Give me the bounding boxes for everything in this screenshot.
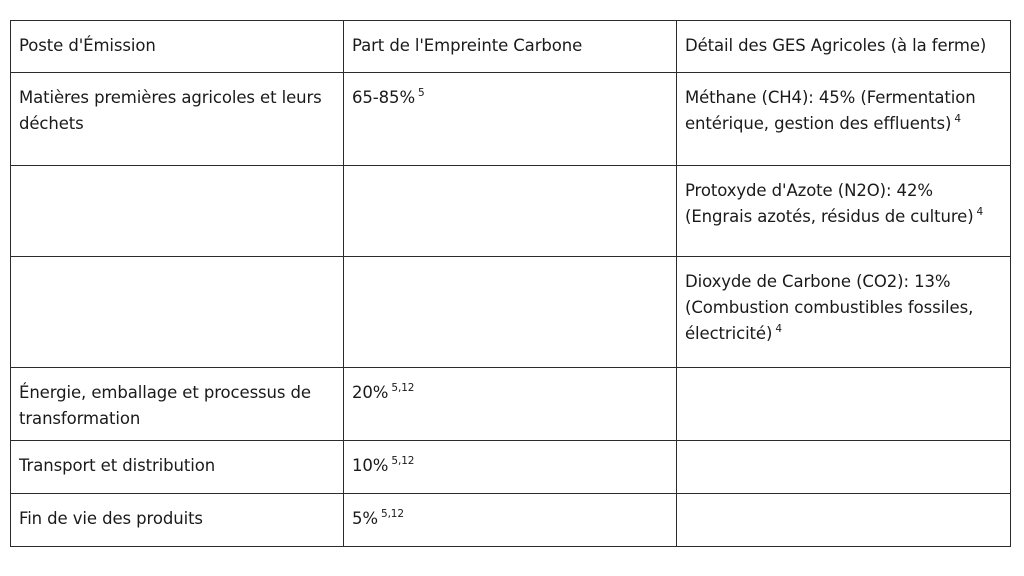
header-row: [11, 21, 1011, 73]
header-label: Part de l'Empreinte Carbone: [352, 36, 583, 55]
cell-detail: [677, 441, 1011, 494]
cell-share: [344, 368, 677, 441]
cell-text: 65-85%: [352, 88, 416, 107]
reference-number: 5: [418, 87, 425, 99]
reference-number: 4: [954, 113, 961, 125]
table-row: [11, 73, 1011, 166]
cell-emission-post: [11, 368, 344, 441]
cell-share: [344, 441, 677, 494]
table-row: [11, 257, 1011, 368]
cell-detail: [677, 257, 1011, 368]
cell-detail: [677, 494, 1011, 547]
header-label: Détail des GES Agricoles (à la ferme): [685, 36, 987, 55]
cell-share: [344, 166, 677, 257]
reference-number: 5,12: [380, 508, 404, 520]
cell-emission-post: [11, 73, 344, 166]
emissions-table: [10, 20, 1011, 547]
cell-text: 10%: [352, 456, 389, 475]
cell-text: 20%: [352, 383, 389, 402]
table-row: [11, 368, 1011, 441]
header-label: Poste d'Émission: [19, 36, 156, 55]
cell-share: [344, 494, 677, 547]
reference-number: 5,12: [391, 455, 415, 467]
reference-number: 4: [775, 323, 782, 335]
reference-number: 5,12: [391, 382, 415, 394]
table-row: [11, 494, 1011, 547]
cell-emission-post: [11, 257, 344, 368]
table-row: [11, 441, 1011, 494]
cell-text: Protoxyde d'Azote (N2O): 42% (Engrais azotés, résidus de culture): [685, 181, 974, 226]
header-cell-detail: [677, 21, 1011, 73]
cell-text: Fin de vie des produits: [19, 509, 203, 528]
header-cell-emission-post: [11, 21, 344, 73]
cell-text: Dioxyde de Carbone (CO2): 13% (Combustion combustibles fossiles, électricité): [685, 272, 974, 343]
cell-share: [344, 257, 677, 368]
cell-emission-post: [11, 494, 344, 547]
cell-emission-post: [11, 166, 344, 257]
cell-text: Matières premières agricoles et leurs déchets: [19, 88, 322, 133]
cell-emission-post: [11, 441, 344, 494]
cell-text: Énergie, emballage et processus de transformation: [19, 383, 311, 428]
cell-share: [344, 73, 677, 166]
cell-text: Méthane (CH4): 45% (Fermentation entérique, gestion des effluents): [685, 88, 976, 133]
cell-detail: [677, 73, 1011, 166]
cell-text: Transport et distribution: [19, 456, 216, 475]
cell-detail: [677, 166, 1011, 257]
header-cell-share: [344, 21, 677, 73]
table-row: [11, 166, 1011, 257]
cell-detail: [677, 368, 1011, 441]
cell-text: 5%: [352, 509, 378, 528]
reference-number: 4: [976, 206, 984, 218]
